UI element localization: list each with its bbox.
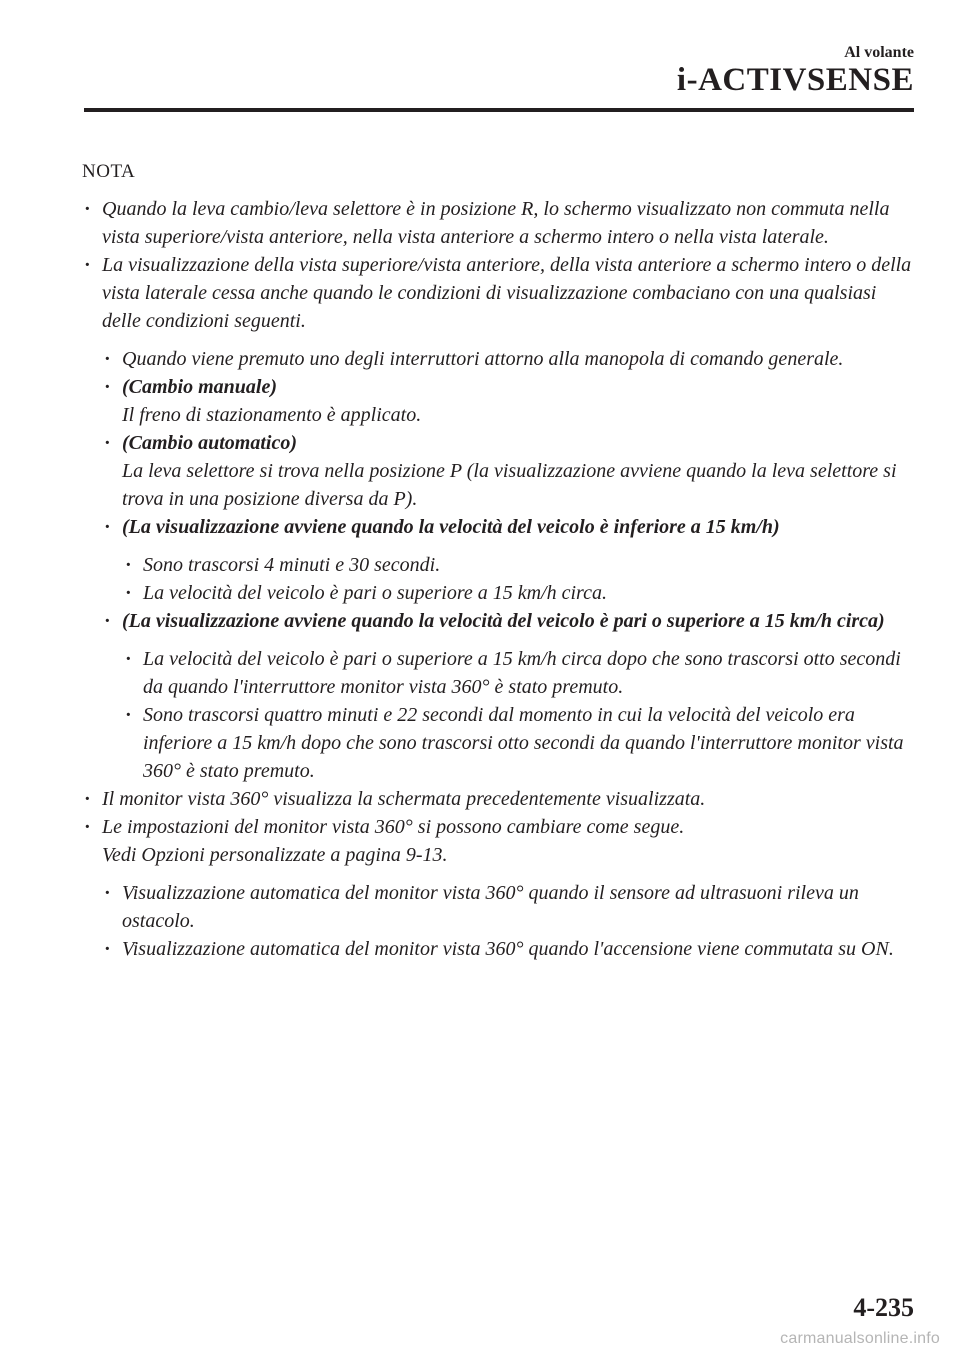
section-label: Al volante [844, 44, 914, 61]
sub-bullet-ultrasonic: · Visualizzazione automatica del monitor vista 360° quando il sensore ad ultrasuoni rileva un ostacolo. [80, 879, 920, 935]
sub-sub-bullet-speed-15: · La velocità del veicolo è pari o superiore a 15 km/h circa. [80, 579, 920, 607]
sub-bullet-automatic-text: La leva selettore si trova nella posizione P (la visualizzazione avviene quando la leva selettore si trova in una posizione diversa da P). [122, 460, 897, 510]
note-bullet-4-line1: Le impostazioni del monitor vista 360° si possono cambiare come segue. [102, 816, 685, 838]
watermark: carmanualsonline.info [780, 1330, 940, 1347]
sub-sub-bullet-4min: · Sono trascorsi 4 minuti e 30 secondi. [80, 551, 920, 579]
sub-bullet-automatic [80, 429, 920, 513]
note-title: NOTA [82, 161, 136, 182]
sub-bullet-above-15: · (La visualizzazione avviene quando la velocità del veicolo è pari o superiore a 15 km/h circa) [80, 607, 920, 635]
page-title: i-ACTIVSENSE [676, 62, 914, 98]
sub-sub-bullet-four-minutes: · Sono trascorsi quattro minuti e 22 secondi dal momento in cui la velocità del veicolo era inferiore a 15 km/h dopo che sono trascorsi otto secondi da quando l'interruttore monitor vista 360° è stato premuto. [80, 701, 920, 785]
header-divider [84, 108, 914, 112]
sub-bullet-ignition: · Visualizzazione automatica del monitor vista 360° quando l'accensione viene commutata su ON. [80, 935, 920, 963]
sub-bullet-below-15: · (La visualizzazione avviene quando la velocità del veicolo è inferiore a 15 km/h) [80, 513, 920, 541]
page-number: 4-235 [853, 1293, 914, 1322]
sub-bullet-manual [80, 373, 920, 429]
note-bullet-3: · Il monitor vista 360° visualizza la schermata precedentemente visualizzata. [80, 785, 920, 813]
note-bullet-1: · Quando la leva cambio/leva selettore è in posizione R, lo schermo visualizzato non commuta nella vista superiore/vista anteriore, nella vista anteriore a schermo intero o nella vista laterale. [80, 195, 920, 251]
note-bullet-4 [80, 813, 920, 869]
sub-bullet-manual-title: (Cambio manuale) [122, 376, 278, 398]
sub-bullet-control-switch: · Quando viene premuto uno degli interruttori attorno alla manopola di comando generale. [80, 345, 920, 373]
sub-bullet-automatic-title: (Cambio automatico) [122, 432, 297, 454]
note-bullet-2: · La visualizzazione della vista superiore/vista anteriore, della vista anteriore a schermo intero o della vista laterale cessa anche quando le condizioni di visualizzazione combaciano con una qualsiasi delle condizioni seguenti. [80, 251, 920, 335]
note-bullet-4-line2: Vedi Opzioni personalizzate a pagina 9-13. [102, 844, 448, 866]
sub-sub-bullet-eight-seconds: · La velocità del veicolo è pari o superiore a 15 km/h circa dopo che sono trascorsi otto secondi da quando l'interruttore monitor vista 360° è stato premuto. [80, 645, 920, 701]
sub-bullet-manual-text: Il freno di stazionamento è applicato. [122, 404, 422, 426]
note-block [80, 158, 920, 963]
